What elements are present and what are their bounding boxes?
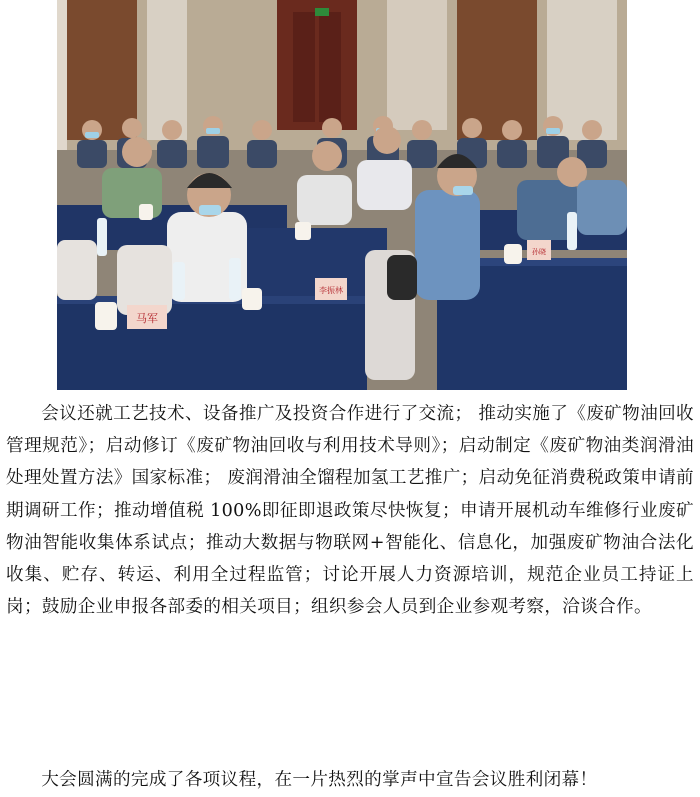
- body-paragraph-2: 大会圆满的完成了各项议程，在一片热烈的掌声中宣告会议胜利闭幕！: [41, 770, 598, 790]
- name-card-3: 孙晓: [532, 248, 546, 256]
- name-card-1: 马军: [136, 312, 158, 325]
- meeting-photo: [57, 0, 627, 390]
- body-paragraph-1: 会议还就工艺技术、设备推广及投资合作进行了交流； 推动实施了《废矿物油回收管理规范》；启动修订《废矿物油回收与利用技术导则》；启动制定《废矿物油类润滑油处理处置方法》国家标准； 废润滑油全馏程加氢工艺推广；启动免征消费税政策申请前期调研工作；推动增值税 100%即征即退政策尽快恢复；申请开展机动车维修行业废矿物油智能收集体系试点；推动大数据与物联网+智能化、信息化，加强废矿物油合法化收集、贮存、转运、利用全过程监管；讨论开展人力资源培训，规范企业员工持证上岗；鼓励企业申报各部委的相关项目；组织参会人员到企业参观考察，洽谈合作。: [6, 404, 694, 618]
- meeting-photo-illustration: [57, 0, 627, 390]
- name-card-2: 李振林: [319, 286, 343, 295]
